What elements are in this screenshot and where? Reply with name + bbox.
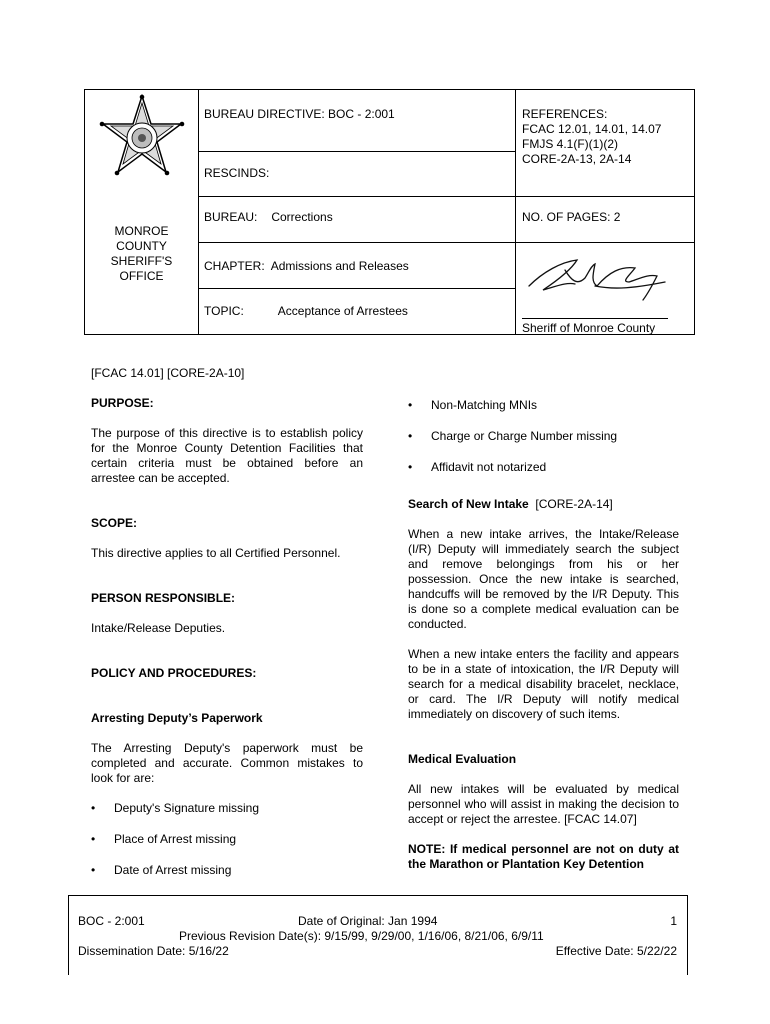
list-item: • Non-Matching MNIs <box>408 398 679 413</box>
directive-footer <box>68 895 688 975</box>
footer-page-number: 1 <box>670 914 677 928</box>
medical-text: All new intakes will be evaluated by medical personnel who will assist in making the decision to accept or reject the arrestee. [FCAC 14.07] <box>408 782 679 826</box>
sheriff-star-badge-icon <box>97 94 187 180</box>
responsible-heading: PERSON RESPONSIBLE: <box>91 591 236 605</box>
intoxication-text: When a new intake enters the facility and appears to be in a state of intoxication, the I/R Deputy will search for a medical disability bracelet, necklace, or card. The I/R Deputy will notify medical immediately on discovery of such items. <box>408 647 679 721</box>
list-item: • Affidavit not notarized <box>408 460 679 475</box>
medical-heading: Medical Evaluation <box>408 752 517 766</box>
signature-caption: Sheriff of Monroe County <box>522 321 656 335</box>
scope-heading: SCOPE: <box>91 516 138 530</box>
purpose-heading: PURPOSE: <box>91 396 154 410</box>
right-column <box>408 398 679 872</box>
purpose-text: The purpose of this directive is to establish policy for the Monroe County Detention Facilities that certain criteria must be obtained before an arrestee can be accepted. <box>91 426 363 485</box>
bureau: BUREAU: Corrections <box>204 210 333 224</box>
list-item: • Deputy's Signature missing <box>91 801 363 816</box>
left-column <box>91 366 363 878</box>
rescinds: RESCINDS: <box>204 166 270 180</box>
list-item: • Date of Arrest missing <box>91 863 363 878</box>
topic: TOPIC: Acceptance of Arrestees <box>204 304 408 318</box>
number-of-pages: NO. OF PAGES: 2 <box>522 210 621 224</box>
search-heading: Search of New Intake [CORE-2A-14] <box>408 497 613 511</box>
sheriff-signature <box>525 252 675 304</box>
reference-line: [FCAC 14.01] [CORE-2A-10] <box>91 366 245 380</box>
references: REFERENCES: FCAC 12.01, 14.01, 14.07 FMJS 4.1(F)(1)(2) CORE-2A-13, 2A-14 <box>522 107 662 166</box>
responsible-text: Intake/Release Deputies. <box>91 621 226 635</box>
policy-heading: POLICY AND PROCEDURES: <box>91 666 257 680</box>
agency-name: MONROE COUNTY SHERIFF'S OFFICE <box>110 224 173 283</box>
search-text: When a new intake arrives, the Intake/Release (I/R) Deputy will immediately search the subject and remove belongings from his or her possession. Once the new intake is searched, handcuffs will be removed by the I/R Deputy. This is done so a complete medical evaluation can be conducted. <box>408 527 679 631</box>
scope-text: This directive applies to all Certified Personnel. <box>91 546 341 560</box>
mistakes-list-continued <box>408 398 679 475</box>
bureau-directive: BUREAU DIRECTIVE: BOC - 2:001 <box>204 107 395 121</box>
paperwork-heading: Arresting Deputy’s Paperwork <box>91 711 263 725</box>
footer-code: BOC - 2:001 <box>78 914 145 928</box>
directive-header <box>84 89 695 335</box>
note-text: NOTE: If medical personnel are not on duty at the Marathon or Plantation Key Detention <box>408 842 679 871</box>
footer-dissemination: Dissemination Date: 5/16/22 <box>78 944 229 958</box>
footer-effective-date: Effective Date: 5/22/22 <box>555 944 677 958</box>
mistakes-list <box>91 801 363 878</box>
paperwork-text: The Arresting Deputy's paperwork must be completed and accurate. Common mistakes to look for are: <box>91 741 363 785</box>
footer-revisions: Previous Revision Date(s): 9/15/99, 9/29/00, 1/16/06, 8/21/06, 6/9/11 <box>179 929 544 943</box>
footer-original-date: Date of Original: Jan 1994 <box>298 914 438 928</box>
list-item: • Charge or Charge Number missing <box>408 429 679 444</box>
chapter: CHAPTER: Admissions and Releases <box>204 259 409 273</box>
list-item: • Place of Arrest missing <box>91 832 363 847</box>
